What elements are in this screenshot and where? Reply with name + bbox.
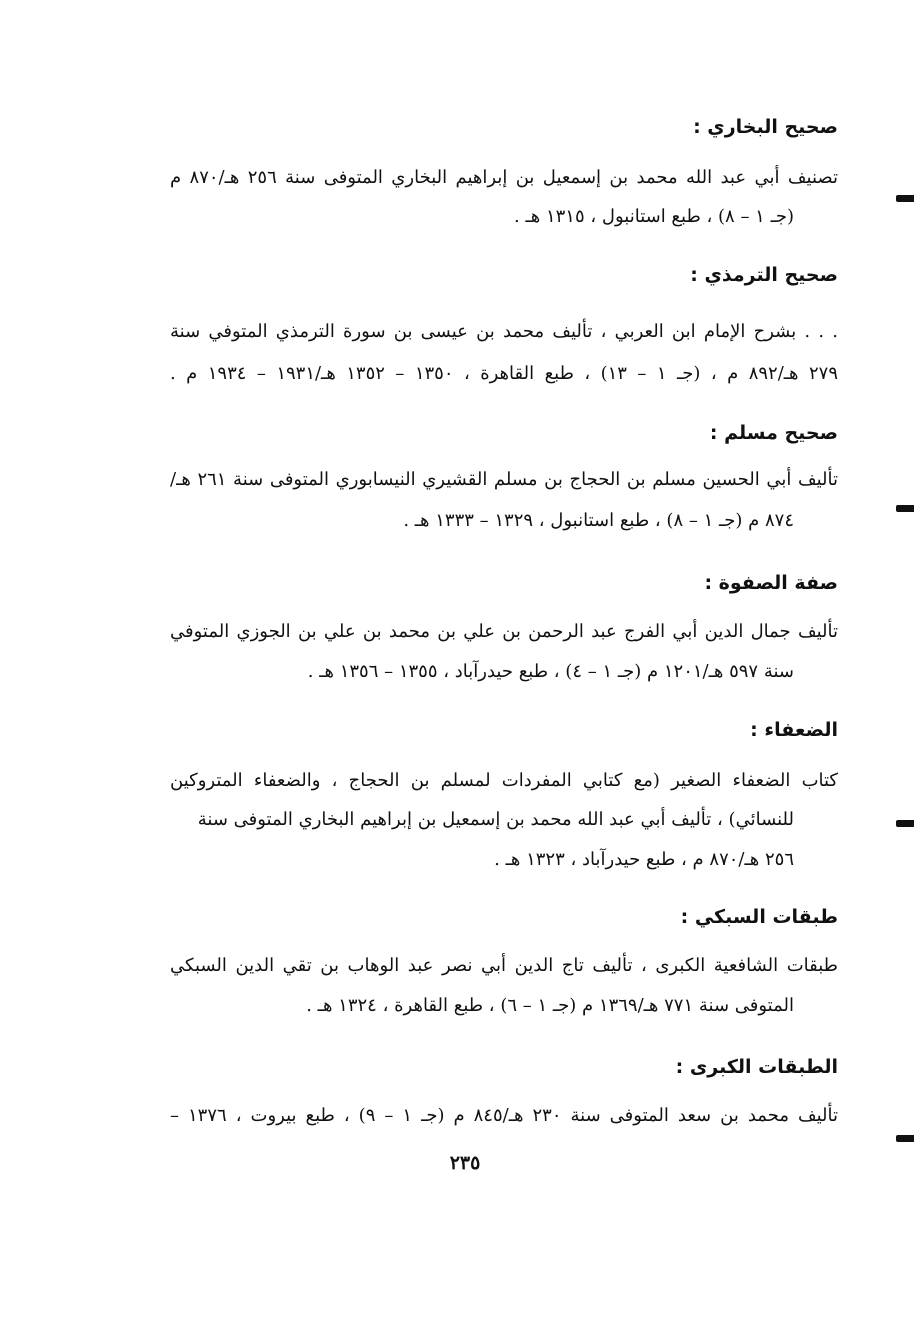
- entry-heading: صحيح البخاري :: [693, 116, 838, 138]
- entry-line: تأليف جمال الدين أبي الفرج عبد الرحمن بن علي بن محمد بن علي بن الجوزي المتوفي: [170, 621, 838, 642]
- bibliography-entry: [158, 262, 838, 384]
- entry-line: ٢٧٩ هـ/٨٩٢ م ، (جـ ١ – ١٣) ، طبع القاهرة ، ١٣٥٠ – ١٣٥٢ هـ/١٩٣١ – ١٩٣٤ م .: [170, 363, 838, 384]
- entry-line: . . . بشرح الإمام ابن العربي ، تأليف محمد بن عيسى بن سورة الترمذي المتوفي سنة: [170, 321, 838, 342]
- bibliography-entry: [158, 717, 838, 870]
- entry-line: كتاب الضعفاء الصغير (مع كتابي المفردات لمسلم بن الحجاج ، والضعفاء المتروكين: [170, 770, 838, 791]
- entry-heading: صفة الصفوة :: [704, 572, 838, 594]
- entry-heading: طبقات السبكي :: [680, 906, 838, 928]
- entry-line: تأليف أبي الحسين مسلم بن الحجاج بن مسلم القشيري النيسابوري المتوفى سنة ٢٦١ هـ/: [170, 469, 838, 490]
- entry-line: سنة ٥٩٧ هـ/١٢٠١ م (جـ ١ – ٤) ، طبع حيدرآباد ، ١٣٥٥ – ١٣٥٦ هـ .: [307, 661, 794, 682]
- entry-line: تأليف محمد بن سعد المتوفى سنة ٢٣٠ هـ/٨٤٥ م (جـ ١ – ٩) ، طبع بيروت ، ١٣٧٦ –: [170, 1105, 839, 1126]
- bibliography-entry: [158, 1054, 839, 1126]
- entry-line: طبقات الشافعية الكبرى ، تأليف تاج الدين أبي نصر عبد الوهاب بن تقي الدين السبكي: [170, 955, 838, 976]
- entry-heading: الضعفاء :: [750, 719, 838, 741]
- bibliography-entry: [158, 114, 838, 227]
- entry-line: للنسائي) ، تأليف أبي عبد الله محمد بن إسمعيل بن إبراهيم البخاري المتوفى سنة: [197, 809, 794, 830]
- margin-mark: [896, 1135, 914, 1142]
- entry-heading: الطبقات الكبرى :: [675, 1056, 838, 1078]
- margin-mark: [896, 195, 914, 202]
- entry-line: المتوفى سنة ٧٧١ هـ/١٣٦٩ م (جـ ١ – ٦) ، طبع القاهرة ، ١٣٢٤ هـ .: [306, 995, 794, 1016]
- entry-line: ٢٥٦ هـ/٨٧٠ م ، طبع حيدرآباد ، ١٣٢٣ هـ .: [494, 849, 794, 870]
- margin-mark: [896, 505, 914, 512]
- bibliography-entry: [158, 570, 838, 682]
- entry-line: ٨٧٤ م (جـ ١ – ٨) ، طبع استانبول ، ١٣٢٩ – ١٣٣٣ هـ .: [403, 510, 794, 531]
- entry-heading: صحيح الترمذي :: [690, 264, 838, 286]
- bibliography-entry: [158, 420, 838, 531]
- page-number: ٢٣٥: [449, 1152, 481, 1174]
- entry-heading: صحيح مسلم :: [709, 422, 838, 444]
- entry-line: تصنيف أبي عبد الله محمد بن إسمعيل بن إبراهيم البخاري المتوفى سنة ٢٥٦ هـ/٨٧٠ م: [170, 167, 838, 188]
- entry-line: (جـ ١ – ٨) ، طبع استانبول ، ١٣١٥ هـ .: [514, 206, 794, 227]
- margin-mark: [896, 820, 914, 827]
- bibliography-entry: [158, 904, 838, 1016]
